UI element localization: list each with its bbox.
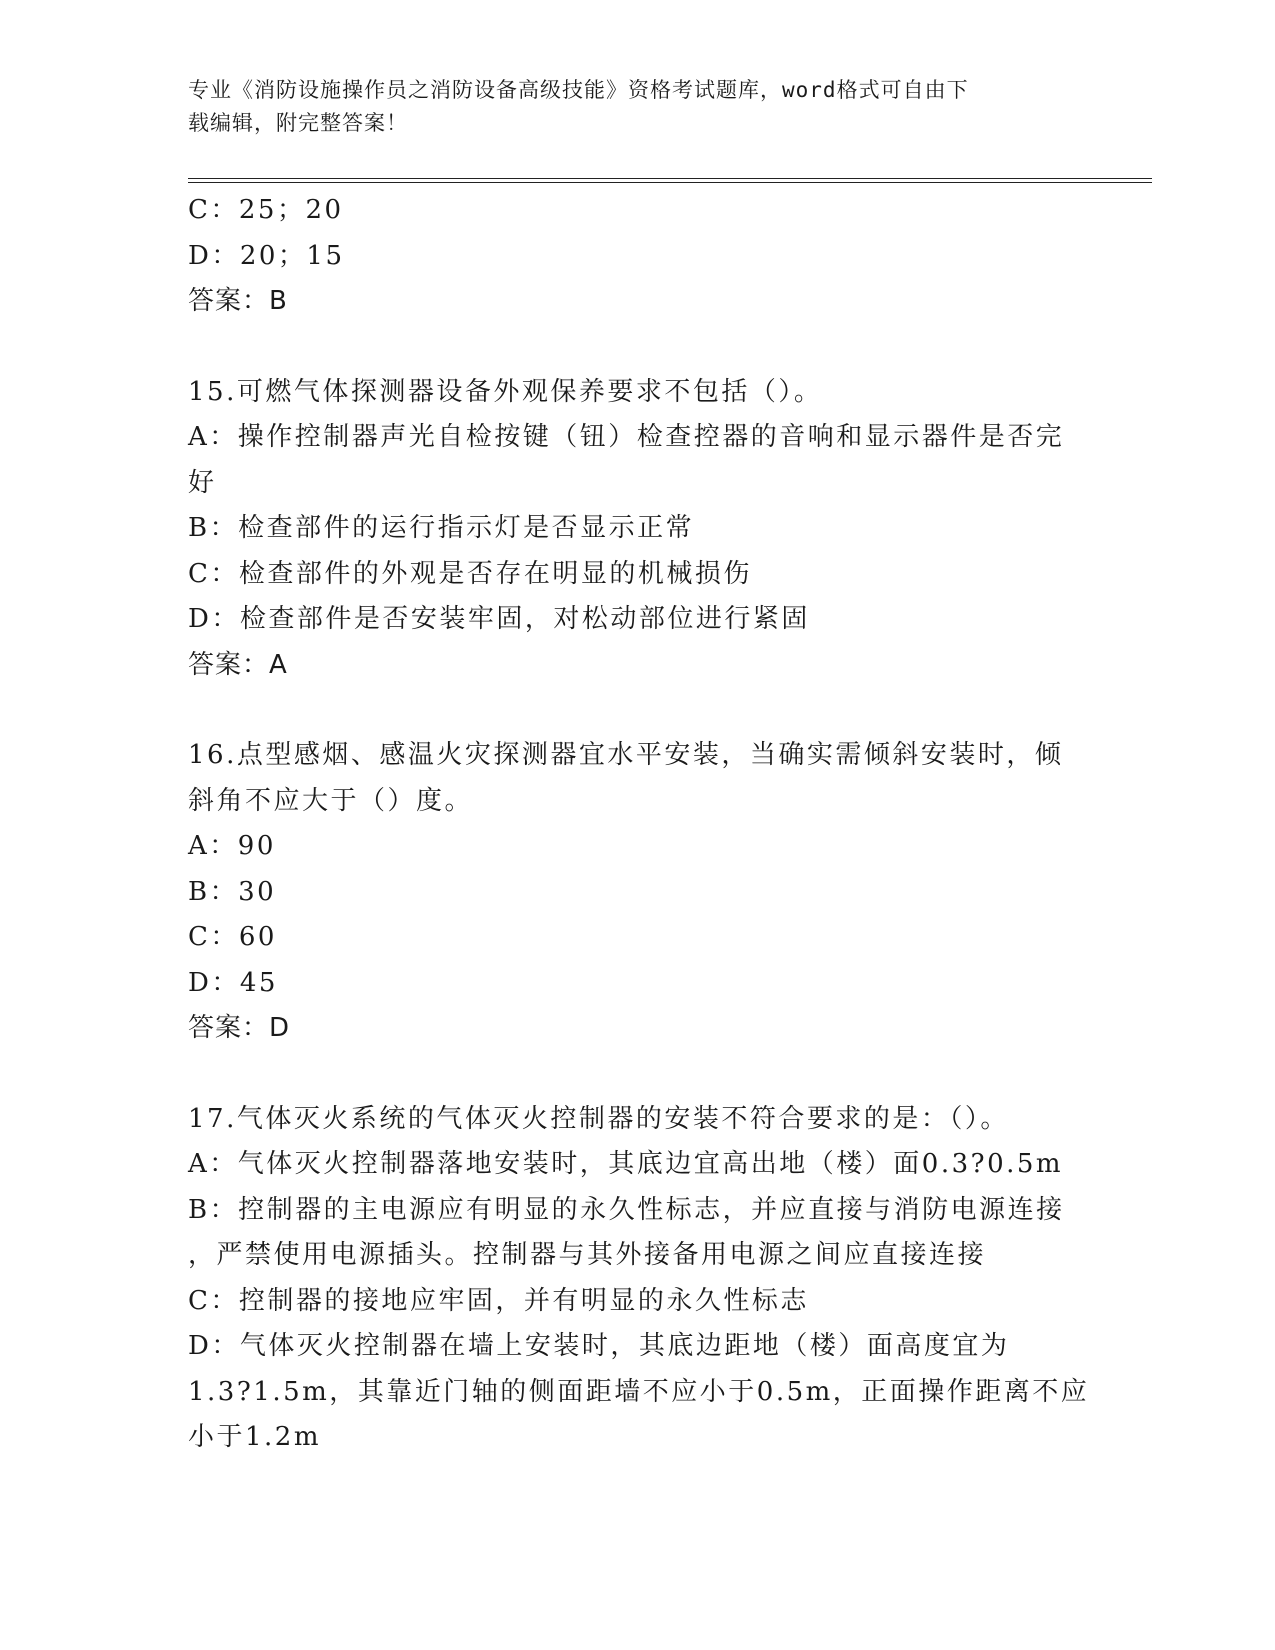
document-header — [188, 74, 1088, 140]
answer: 答案：A — [188, 649, 288, 680]
option-b: B：30 — [188, 876, 277, 907]
question-15 — [188, 370, 1088, 689]
option-d: D：45 — [188, 967, 278, 998]
header-line-1: 专业《消防设施操作员之消防设备高级技能》资格考试题库，word格式可自由下 — [188, 78, 969, 102]
question-17 — [188, 1097, 1088, 1461]
question-14-tail — [188, 188, 1088, 325]
option-a: A：气体灭火控制器落地安装时，其底边宜高出地（楼）面0.3?0.5m — [188, 1149, 1064, 1179]
option-d-continued: 1.3?1.5m，其靠近门轴的侧面距墙不应小于0.5m，正面操作距离不应 — [188, 1376, 1090, 1407]
question-stem-continued: 斜角不应大于（）度。 — [188, 785, 474, 816]
option-a: A：操作控制器声光自检按键（钮）检查控器的音响和显示器件是否完 — [188, 422, 1065, 452]
question-16 — [188, 733, 1088, 1052]
question-stem: 16.点型感烟、感温火灾探测器宜水平安装，当确实需倾斜安装时，倾 — [188, 740, 1064, 770]
option-c: C：25；20 — [188, 195, 344, 225]
option-d: D：气体灭火控制器在墙上安装时，其底边距地（楼）面高度宜为 — [188, 1331, 1010, 1361]
question-stem: 15.可燃气体探测器设备外观保养要求不包括（）。 — [188, 376, 823, 407]
header-line-2: 载编辑，附完整答案！ — [188, 111, 408, 135]
option-c: C：控制器的接地应牢固，并有明显的永久性标志 — [188, 1285, 809, 1316]
option-d-continued-2: 小于1.2m — [188, 1422, 322, 1452]
answer: 答案：D — [188, 1013, 291, 1043]
option-b: B：检查部件的运行指示灯是否显示正常 — [188, 513, 695, 543]
question-stem: 17.气体灭火系统的气体灭火控制器的安装不符合要求的是：（）。 — [188, 1103, 1009, 1134]
option-a: A：90 — [188, 831, 276, 861]
option-b: B：控制器的主电源应有明显的永久性标志，并应直接与消防电源连接 — [188, 1194, 1065, 1225]
option-c: C：检查部件的外观是否存在明显的机械损伤 — [188, 558, 752, 589]
option-d: D：检查部件是否安装牢固，对松动部位进行紧固 — [188, 604, 810, 634]
option-c: C：60 — [188, 922, 277, 952]
document-body — [188, 188, 1088, 1461]
option-a-continued: 好 — [188, 467, 217, 498]
answer: 答案：B — [188, 286, 288, 316]
option-b-continued: ，严禁使用电源插头。控制器与其外接备用电源之间应直接连接 — [188, 1240, 987, 1270]
header-rule-bottom — [188, 182, 1152, 183]
option-d: D：20；15 — [188, 240, 345, 271]
header-rule-top — [188, 178, 1152, 179]
